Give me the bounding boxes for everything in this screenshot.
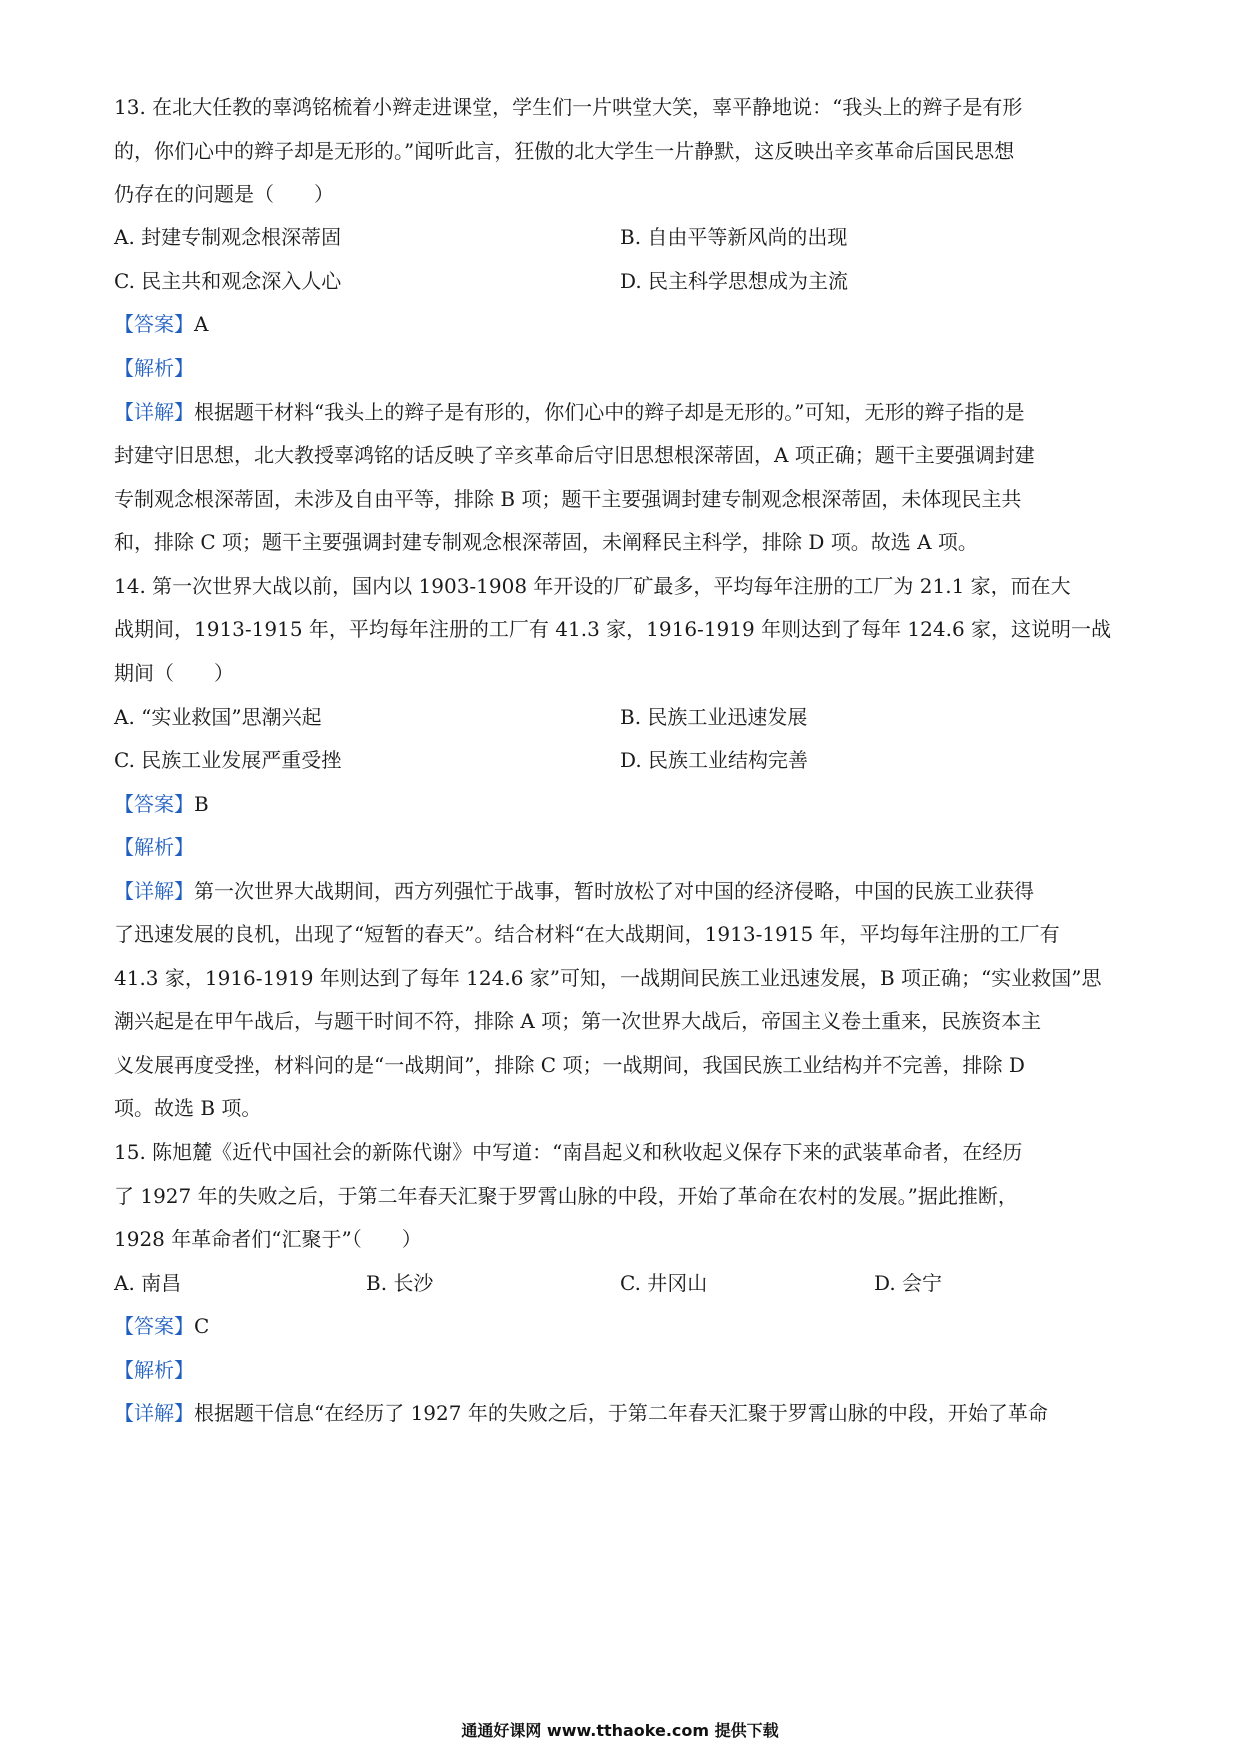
q13-option-d: D. 民主科学思想成为主流 bbox=[620, 269, 849, 293]
q13-stem-line-1: 13. 在北大任教的辜鸿铭梳着小辫走进课堂，学生们一片哄堂大笑，辜平静地说：“我头上的辫子是有形 bbox=[114, 95, 1023, 119]
q13-analysis-tag bbox=[114, 353, 1124, 383]
detail-tag: 【详解】 bbox=[114, 400, 194, 424]
detail-text: 第一次世界大战期间，西方列强忙于战事，暂时放松了对中国的经济侵略，中国的民族工业获得 bbox=[194, 879, 1034, 903]
answer-value: B bbox=[194, 792, 209, 816]
q14-detail-line-1 bbox=[114, 876, 1124, 906]
q14-option-a: A. “实业救国”思潮兴起 bbox=[114, 705, 322, 729]
q13-answer bbox=[114, 309, 1124, 339]
q14-answer bbox=[114, 789, 1124, 819]
q13-detail-line-4: 和，排除 C 项；题干主要强调封建专制观念根深蒂固，未阐释民主科学，排除 D 项。故选 A 项。 bbox=[114, 530, 978, 554]
q13-detail-line-3: 专制观念根深蒂固，未涉及自由平等，排除 B 项；题干主要强调封建专制观念根深蒂固，未体现民主共 bbox=[114, 487, 1022, 511]
q14-stem-line-2: 战期间，1913-1915 年，平均每年注册的工厂有 41.3 家，1916-1919 年则达到了每年 124.6 家，这说明一战 bbox=[114, 617, 1112, 641]
q13-option-a: A. 封建专制观念根深蒂固 bbox=[114, 225, 342, 249]
q14-detail-line-6: 项。故选 B 项。 bbox=[114, 1096, 262, 1120]
detail-text: 根据题干材料“我头上的辫子是有形的，你们心中的辫子却是无形的。”可知，无形的辫子指的是 bbox=[194, 400, 1025, 424]
q15-option-a: A. 南昌 bbox=[114, 1271, 182, 1295]
detail-tag: 【详解】 bbox=[114, 1401, 194, 1425]
q13-detail-line-2: 封建守旧思想，北大教授辜鸿铭的话反映了辛亥革命后守旧思想根深蒂固，A 项正确；题干主要强调封建 bbox=[114, 443, 1035, 467]
q14-option-c: C. 民族工业发展严重受挫 bbox=[114, 748, 342, 772]
q15-option-b: B. 长沙 bbox=[366, 1271, 434, 1295]
q15-detail-line-1 bbox=[114, 1398, 1124, 1428]
q13-option-b: B. 自由平等新风尚的出现 bbox=[620, 225, 848, 249]
q15-answer bbox=[114, 1311, 1124, 1341]
q14-detail-line-4: 潮兴起是在甲午战后，与题干时间不符，排除 A 项；第一次世界大战后，帝国主义卷土重来，民族资本主 bbox=[114, 1009, 1042, 1033]
q15-stem-line-3: 1928 年革命者们“汇聚于”（ ） bbox=[114, 1227, 422, 1251]
q13-option-c: C. 民主共和观念深入人心 bbox=[114, 269, 342, 293]
q14-option-b: B. 民族工业迅速发展 bbox=[620, 705, 808, 729]
analysis-tag: 【解析】 bbox=[114, 1358, 194, 1382]
q15-stem-line-2: 了 1927 年的失败之后，于第二年春天汇聚于罗霄山脉的中段，开始了革命在农村的发展。”据此推断， bbox=[114, 1184, 1018, 1208]
q13-detail-line-1 bbox=[114, 397, 1124, 427]
q14-analysis-tag bbox=[114, 832, 1124, 862]
q13-stem-line-2: 的，你们心中的辫子却是无形的。”闻听此言，狂傲的北大学生一片静默，这反映出辛亥革命后国民思想 bbox=[114, 139, 1015, 163]
detail-text: 根据题干信息“在经历了 1927 年的失败之后，于第二年春天汇聚于罗霄山脉的中段，开始了革命 bbox=[194, 1401, 1048, 1425]
answer-value: C bbox=[194, 1314, 210, 1338]
q13-stem-line-3: 仍存在的问题是（ ） bbox=[114, 182, 334, 206]
q14-stem-line-1: 14. 第一次世界大战以前，国内以 1903-1908 年开设的厂矿最多，平均每年注册的工厂为 21.1 家，而在大 bbox=[114, 574, 1071, 598]
q14-detail-line-3: 41.3 家，1916-1919 年则达到了每年 124.6 家”可知，一战期间民族工业迅速发展，B 项正确；“实业救国”思 bbox=[114, 966, 1102, 990]
q14-stem-line-3: 期间（ ） bbox=[114, 661, 234, 685]
page-footer: 通通好课网 www.tthaoke.com 提供下载 bbox=[461, 1721, 779, 1740]
analysis-tag: 【解析】 bbox=[114, 835, 194, 859]
q15-stem-line-1: 15. 陈旭麓《近代中国社会的新陈代谢》中写道：“南昌起义和秋收起义保存下来的武装革命者，在经历 bbox=[114, 1140, 1023, 1164]
q14-option-d: D. 民族工业结构完善 bbox=[620, 748, 809, 772]
answer-tag: 【答案】 bbox=[114, 1314, 194, 1338]
analysis-tag: 【解析】 bbox=[114, 356, 194, 380]
answer-value: A bbox=[194, 312, 209, 336]
q14-detail-line-5: 义发展再度受挫，材料问的是“一战期间”，排除 C 项；一战期间，我国民族工业结构并不完善，排除 D bbox=[114, 1053, 1025, 1077]
q14-detail-line-2: 了迅速发展的良机，出现了“短暂的春天”。结合材料“在大战期间，1913-1915 年，平均每年注册的工厂有 bbox=[114, 922, 1060, 946]
detail-tag: 【详解】 bbox=[114, 879, 194, 903]
answer-tag: 【答案】 bbox=[114, 792, 194, 816]
q15-option-c: C. 井冈山 bbox=[620, 1271, 708, 1295]
q15-option-d: D. 会宁 bbox=[874, 1271, 943, 1295]
answer-tag: 【答案】 bbox=[114, 312, 194, 336]
q15-analysis-tag bbox=[114, 1355, 1124, 1385]
